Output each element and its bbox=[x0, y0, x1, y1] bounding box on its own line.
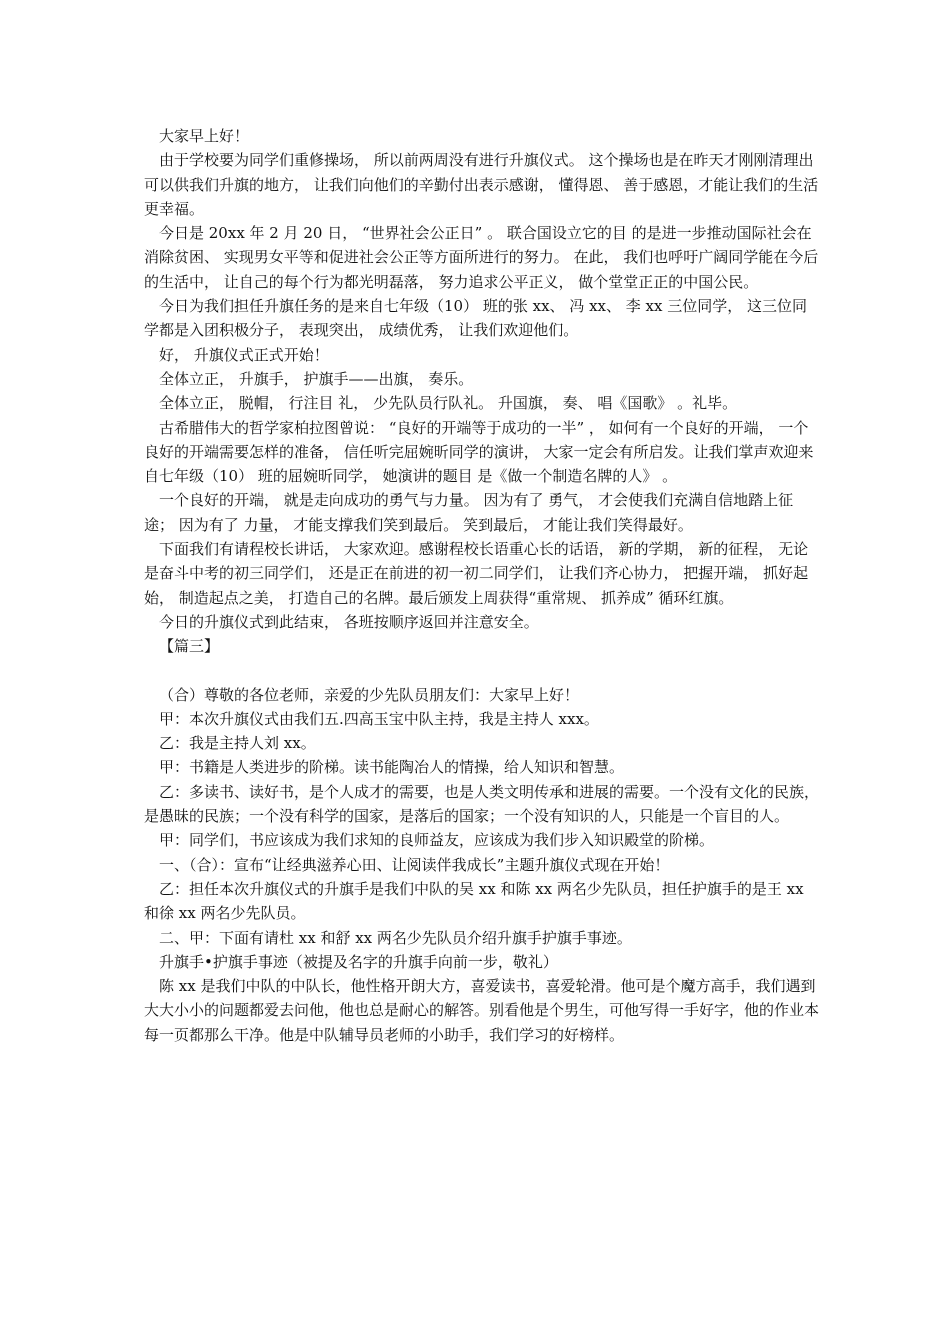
paragraph-introduce: 二、甲：下面有请杜 xx 和舒 xx 两名少先队员介绍升旗手护旗手事迹。 bbox=[159, 928, 632, 947]
paragraph-attention: 全体立正， 升旗手， 护旗手——出旗， 奏乐。 bbox=[159, 369, 474, 388]
document-body bbox=[144, 124, 820, 1047]
paragraph-opening: （合）尊敬的各位老师，亲爱的少先队员朋友们：大家早上好！ bbox=[159, 685, 580, 704]
blank-line bbox=[144, 659, 820, 683]
paragraph-host-a: 甲：本次升旗仪式由我们五.四高玉宝中队主持，我是主持人 xxx。 bbox=[159, 709, 599, 728]
section-heading: 【篇三】 bbox=[159, 637, 220, 656]
paragraph-host-b: 乙：我是主持人刘 xx。 bbox=[159, 734, 316, 753]
paragraph-playground: 由于学校要为同学们重修操场， 所以前两周没有进行升旗仪式。 这个操场也是在昨天才刚刚清理出可以供我们升旗的地方， 让我们向他们的辛勤付出表示感谢， 懂得恩、 善于感恩，才能让我们的生活更幸福。 bbox=[144, 151, 819, 218]
paragraph-reading: 乙：多读书、读好书，是个人成才的需要，也是人类文明传承和进展的需要。一个没有文化的民族，是愚昧的民族；一个没有科学的国家，是落后的国家；一个没有知识的人，只能是一个盲目的人。 bbox=[144, 782, 820, 826]
paragraph-closing: 今日的升旗仪式到此结束， 各班按顺序返回并注意安全。 bbox=[159, 612, 539, 631]
paragraph-principal: 下面我们有请程校长讲话， 大家欢迎。感谢程校长语重心长的话语， 新的学期， 新的征程， 无论是奋斗中考的初三同学们， 还是正在前进的初一初二同学们， 让我们齐心协力， 把握开端， 抓好起始， 制造起点之美， 打造自己的名牌。最后颁发上周获得“重常规、 抓养成” 循环红旗。 bbox=[144, 540, 809, 607]
paragraph-justice-day: 今日是 20xx 年 2 月 20 日， “世界社会公正日” 。 联合国设立它的目 的是进一步推动国际社会在消除贫困、 实现男女平等和促进社会公正等方面所进行的努力。 在此， 我们也呼吁广阔同学能在今后的生活中， 让自己的每个行为都光明磊落， 努力追求公平正义， 做个堂堂正正的中国公民。 bbox=[144, 224, 819, 291]
paragraph-flag-bearers: 乙：担任本次升旗仪式的升旗手是我们中队的吴 xx 和陈 xx 两名少先队员，担任护旗手的是王 xx 和徐 xx 两名少先队员。 bbox=[144, 879, 804, 923]
paragraph-chen: 陈 xx 是我们中队的中队长，他性格开朗大方，喜爱读书，喜爱轮滑。他可是个魔方高手，我们遇到大大小小的问题都爱去问他，他也总是耐心的解答。别看他是个男生，可他写得一手好字，他的作业本每一页都那么干净。他是中队辅导员老师的小助手，我们学习的好榜样。 bbox=[144, 977, 820, 1044]
paragraph-greeting: 大家早上好！ bbox=[159, 127, 250, 145]
paragraph-deeds-title: 升旗手•护旗手事迹（被提及名字的升旗手向前一步，敬礼） bbox=[159, 952, 558, 971]
paragraph-courage: 一个良好的开端， 就是走向成功的勇气与力量。 因为有了 勇气， 才会使我们充满自信地踏上征途； 因为有了 力量， 才能支撑我们笑到最后。 笑到最后， 才能让我们笑得最好。 bbox=[144, 491, 794, 534]
paragraph-plato: 古希腊伟大的哲学家柏拉图曾说： “良好的开端等于成功的一半” ， 如何有一个良好的开端， 一个良好的开端需要怎样的准备， 信任听完屈婉昕同学的演讲， 大家一定会有所启发。让我们掌声欢迎来自七年级（10） 班的屈婉昕同学， 她演讲的题目 是《做一个制造名牌的人》 。 bbox=[144, 418, 814, 486]
paragraph-announce: 一、（合）：宣布“让经典滋养心田、让阅读伴我成长”主题升旗仪式现在开始！ bbox=[159, 855, 670, 874]
paragraph-mentor: 甲：同学们，书应该成为我们求知的良师益友，应该成为我们步入知识殿堂的阶梯。 bbox=[159, 831, 715, 850]
paragraph-books: 甲：书籍是人类进步的阶梯。读书能陶冶人的情操，给人知识和智慧。 bbox=[159, 758, 625, 777]
paragraph-start: 好， 升旗仪式正式开始！ bbox=[159, 345, 329, 364]
paragraph-anthem: 全体立正， 脱帽， 行注目 礼， 少先队员行队礼。 升国旗， 奏、 唱《国歌》 。礼毕。 bbox=[159, 394, 738, 413]
paragraph-flag-raisers: 今日为我们担任升旗任务的是来自七年级（10） 班的张 xx、 冯 xx、 李 xx 三位同学， 这三位同学都是入团积极分子， 表现突出， 成绩优秀， 让我们欢迎他们。 bbox=[144, 297, 807, 340]
